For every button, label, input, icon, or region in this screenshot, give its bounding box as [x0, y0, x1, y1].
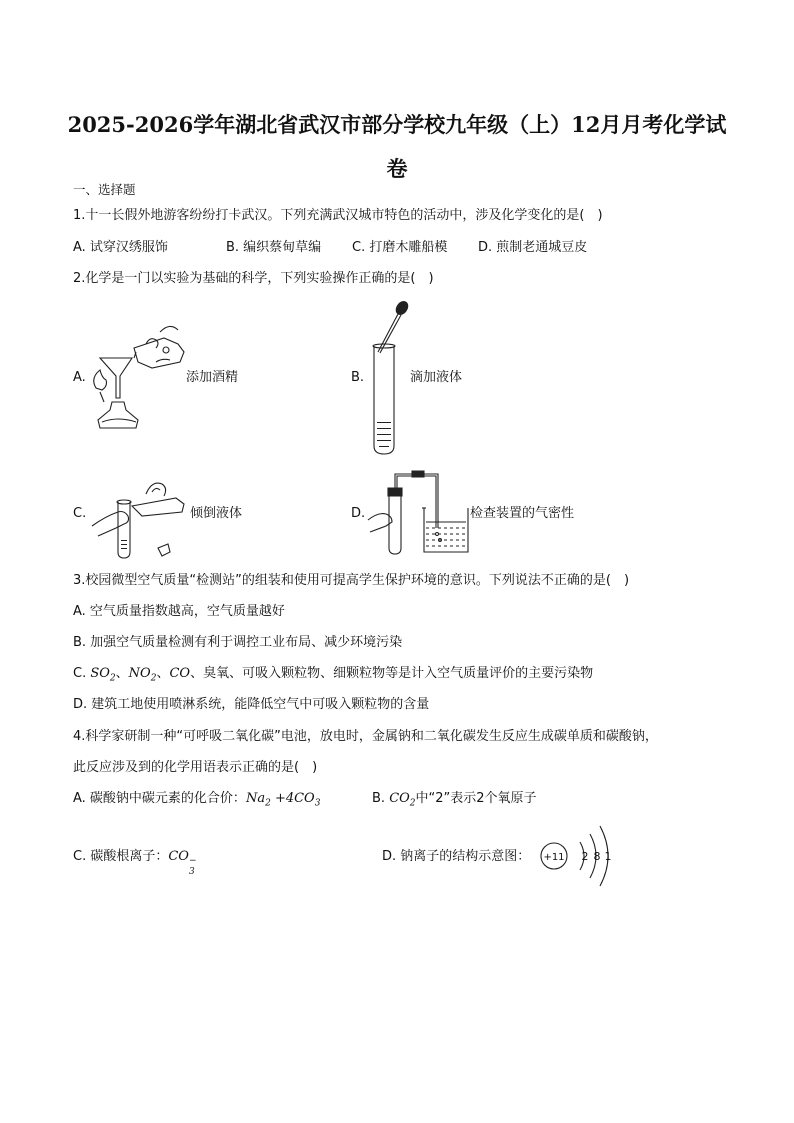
q3-option-d: D. 建筑工地使用喷淋系统，能降低空气中可吸入颗粒物的含量 — [73, 697, 430, 712]
q4-option-d: D. 钠离子的结构示意图： — [382, 849, 531, 864]
q1-stem: 1.十一长假外地游客纷纷打卡武汉。下列充满武汉城市特色的活动中，涉及化学变化的是( ) — [73, 208, 603, 223]
q1-option-a: A. 试穿汉绣服饰 — [73, 240, 168, 255]
q2-option-c-caption: 倾倒液体 — [190, 506, 243, 521]
q1-option-b: B. 编织蔡甸草编 — [226, 240, 322, 255]
carbonate-ion-formula: CO 3 − — [168, 849, 197, 877]
q2-option-b-caption: 滴加液体 — [410, 370, 463, 385]
q1-option-d: D. 煎制老通城豆皮 — [478, 240, 588, 255]
so2-formula: $SO_2$ — [90, 666, 116, 684]
q2-option-a-letter: A. — [73, 370, 86, 385]
q4-option-a: A. 碳酸钠中碳元素的化合价：$Na_2 +4CO_3$ — [73, 791, 321, 809]
q3-option-c-suffix: 、臭氧、可吸入颗粒物、细颗粒物等是计入空气质量评价的主要污染物 — [190, 666, 594, 681]
q2-option-c-letter: C. — [73, 506, 87, 521]
sodium-structure-diagram — [538, 820, 618, 892]
na2co3-formula: $Na_2 +4CO_3$ — [245, 791, 321, 809]
q2-option-a-caption: 添加酒精 — [186, 370, 239, 385]
q3-option-b: B. 加强空气质量检测有利于调控工业布局、减少环境污染 — [73, 635, 403, 650]
q4-stem-line1: 4.科学家研制一种“可呼吸二氧化碳”电池，放电时，金属钠和二氧化碳发生反应生成碳单质和碳酸钠， — [73, 729, 658, 744]
page-title: 2025-2026学年湖北省武汉市部分学校九年级（上）12月月考化学试卷 — [67, 112, 727, 181]
airtightness-check-illustration — [368, 468, 478, 558]
co-formula: CO — [169, 666, 191, 681]
q2-stem: 2.化学是一门以实验为基础的科学，下列实验操作正确的是( ) — [73, 271, 434, 286]
q2-option-b-letter: B. — [351, 370, 365, 385]
q2-option-d-letter: D. — [351, 506, 366, 521]
section-heading: 一、选择题 — [73, 182, 136, 197]
alcohol-lamp-funnel-illustration — [86, 318, 186, 432]
q4-option-c: C. 碳酸根离子：CO 3 − — [73, 849, 197, 877]
q1-option-c: C. 打磨木雕船模 — [352, 240, 448, 255]
no2-formula: $NO_2$ — [128, 666, 157, 684]
co2-formula: $CO_2$ — [389, 791, 416, 809]
q4-stem-line2: 此反应涉及到的化学用语表示正确的是( ) — [73, 760, 318, 775]
shell-1-electrons: 2 — [581, 850, 589, 863]
pouring-liquid-illustration — [92, 472, 188, 562]
nucleus-charge: +11 — [543, 852, 565, 863]
q3-option-c-prefix: C. — [73, 666, 91, 681]
q3-option-a: A. 空气质量指数越高，空气质量越好 — [73, 604, 285, 619]
q2-option-d-caption: 检查装置的气密性 — [470, 506, 575, 521]
q3-option-c: C. $SO_2$、$NO_2$、CO、臭氧、可吸入颗粒物、细颗粒物等是计入空气质量评价的主要污染物 — [73, 666, 594, 684]
dropper-test-tube-illustration — [366, 300, 406, 456]
q4-option-b: B. $CO_2$中“2”表示2个氧原子 — [372, 791, 537, 809]
shell-2-electrons: 8 — [593, 850, 601, 863]
q3-stem: 3.校园微型空气质量“检测站”的组装和使用可提高学生保护环境的意识。下列说法不正确的是( ) — [73, 573, 630, 588]
shell-3-electrons: 1 — [604, 850, 612, 863]
